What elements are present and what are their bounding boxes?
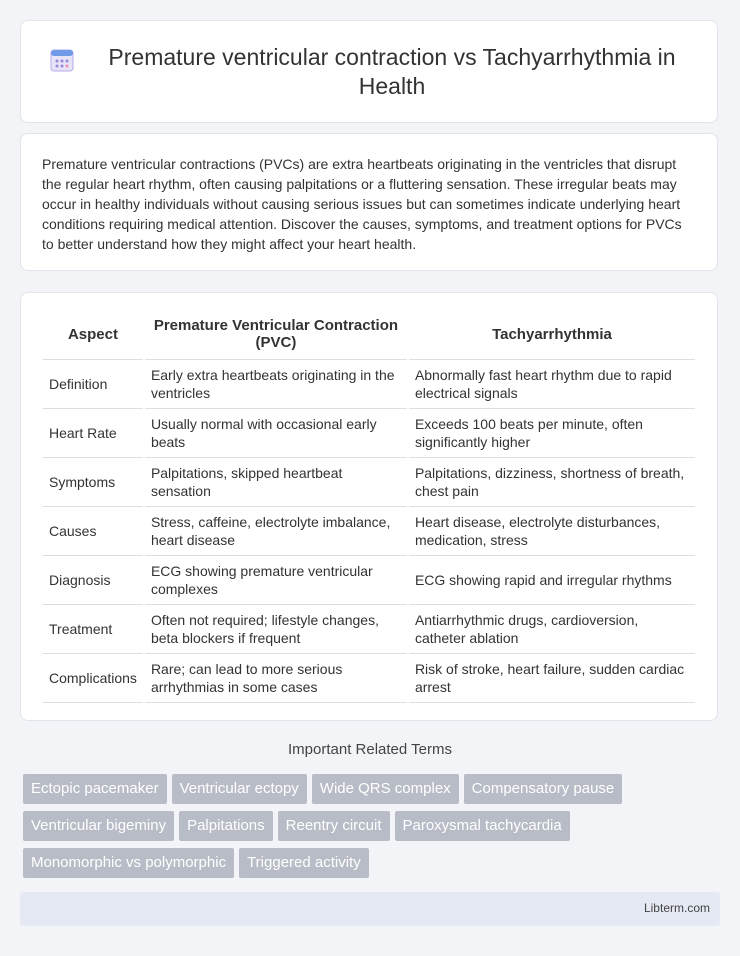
footer-site-link[interactable]: Libterm.com bbox=[643, 901, 710, 915]
related-term-tag[interactable]: Compensatory pause bbox=[464, 774, 623, 804]
intro-card bbox=[20, 133, 718, 271]
column-header-pvc: Premature Ventricular Contraction (PVC) bbox=[145, 309, 407, 360]
related-term-tag[interactable]: Monomorphic vs polymorphic bbox=[23, 848, 234, 878]
table-row bbox=[43, 556, 695, 605]
calendar-icon bbox=[49, 47, 75, 73]
related-term-tag[interactable]: Paroxysmal tachycardia bbox=[395, 811, 570, 841]
table-row bbox=[43, 360, 695, 409]
table-cell: Rare; can lead to more serious arrhythmias in some cases bbox=[145, 654, 407, 703]
table-cell: Palpitations, skipped heartbeat sensation bbox=[145, 458, 407, 507]
table-cell: Early extra heartbeats originating in the ventricles bbox=[145, 360, 407, 409]
table-row bbox=[43, 507, 695, 556]
table-cell: Diagnosis bbox=[43, 556, 143, 605]
table-cell: Often not required; lifestyle changes, beta blockers if frequent bbox=[145, 605, 407, 654]
intro-text: Premature ventricular contractions (PVCs) are extra heartbeats originating in the ventricles that disrupt the regular heart rhythm, often causing palpitations or a fluttering sensation. These irregular beats may occur in healthy individuals without causing serious issues but can sometimes indicate underlying heart conditions requiring medical attention. Discover the causes, symptoms, and treatment options for PVCs to better understand how they might affect your heart health. bbox=[42, 156, 682, 252]
related-term-tag[interactable]: Reentry circuit bbox=[278, 811, 390, 841]
table-cell: Palpitations, dizziness, shortness of breath, chest pain bbox=[409, 458, 695, 507]
table-cell: ECG showing premature ventricular complexes bbox=[145, 556, 407, 605]
table-cell: Causes bbox=[43, 507, 143, 556]
table-row bbox=[43, 605, 695, 654]
table-cell: Definition bbox=[43, 360, 143, 409]
related-terms-title: Important Related Terms bbox=[288, 741, 452, 758]
related-term-tag[interactable]: Ventricular ectopy bbox=[172, 774, 307, 804]
footer bbox=[20, 892, 720, 926]
table-cell: ECG showing rapid and irregular rhythms bbox=[409, 556, 695, 605]
table-cell: Usually normal with occasional early beats bbox=[145, 409, 407, 458]
page-title: Premature ventricular contraction vs Tachyarrhythmia in Health bbox=[108, 43, 676, 99]
table-cell: Exceeds 100 beats per minute, often significantly higher bbox=[409, 409, 695, 458]
table-header-row bbox=[43, 309, 695, 360]
table-cell: Risk of stroke, heart failure, sudden cardiac arrest bbox=[409, 654, 695, 703]
table-cell: Heart disease, electrolyte disturbances, medication, stress bbox=[409, 507, 695, 556]
comparison-table bbox=[41, 309, 697, 703]
column-header-tachyarrhythmia: Tachyarrhythmia bbox=[409, 309, 695, 360]
column-header-aspect: Aspect bbox=[43, 309, 143, 360]
table-row bbox=[43, 409, 695, 458]
table-cell: Stress, caffeine, electrolyte imbalance, heart disease bbox=[145, 507, 407, 556]
table-cell: Complications bbox=[43, 654, 143, 703]
table-cell: Antiarrhythmic drugs, cardioversion, catheter ablation bbox=[409, 605, 695, 654]
table-cell: Abnormally fast heart rhythm due to rapid electrical signals bbox=[409, 360, 695, 409]
table-cell: Heart Rate bbox=[43, 409, 143, 458]
related-terms-list bbox=[23, 774, 723, 885]
related-term-tag[interactable]: Triggered activity bbox=[239, 848, 369, 878]
related-term-tag[interactable]: Ectopic pacemaker bbox=[23, 774, 167, 804]
table-cell: Treatment bbox=[43, 605, 143, 654]
header-card bbox=[20, 20, 718, 123]
table-row bbox=[43, 458, 695, 507]
related-term-tag[interactable]: Wide QRS complex bbox=[312, 774, 459, 804]
table-row bbox=[43, 654, 695, 703]
table-cell: Symptoms bbox=[43, 458, 143, 507]
comparison-table-card bbox=[20, 292, 718, 721]
related-term-tag[interactable]: Palpitations bbox=[179, 811, 273, 841]
related-term-tag[interactable]: Ventricular bigeminy bbox=[23, 811, 174, 841]
